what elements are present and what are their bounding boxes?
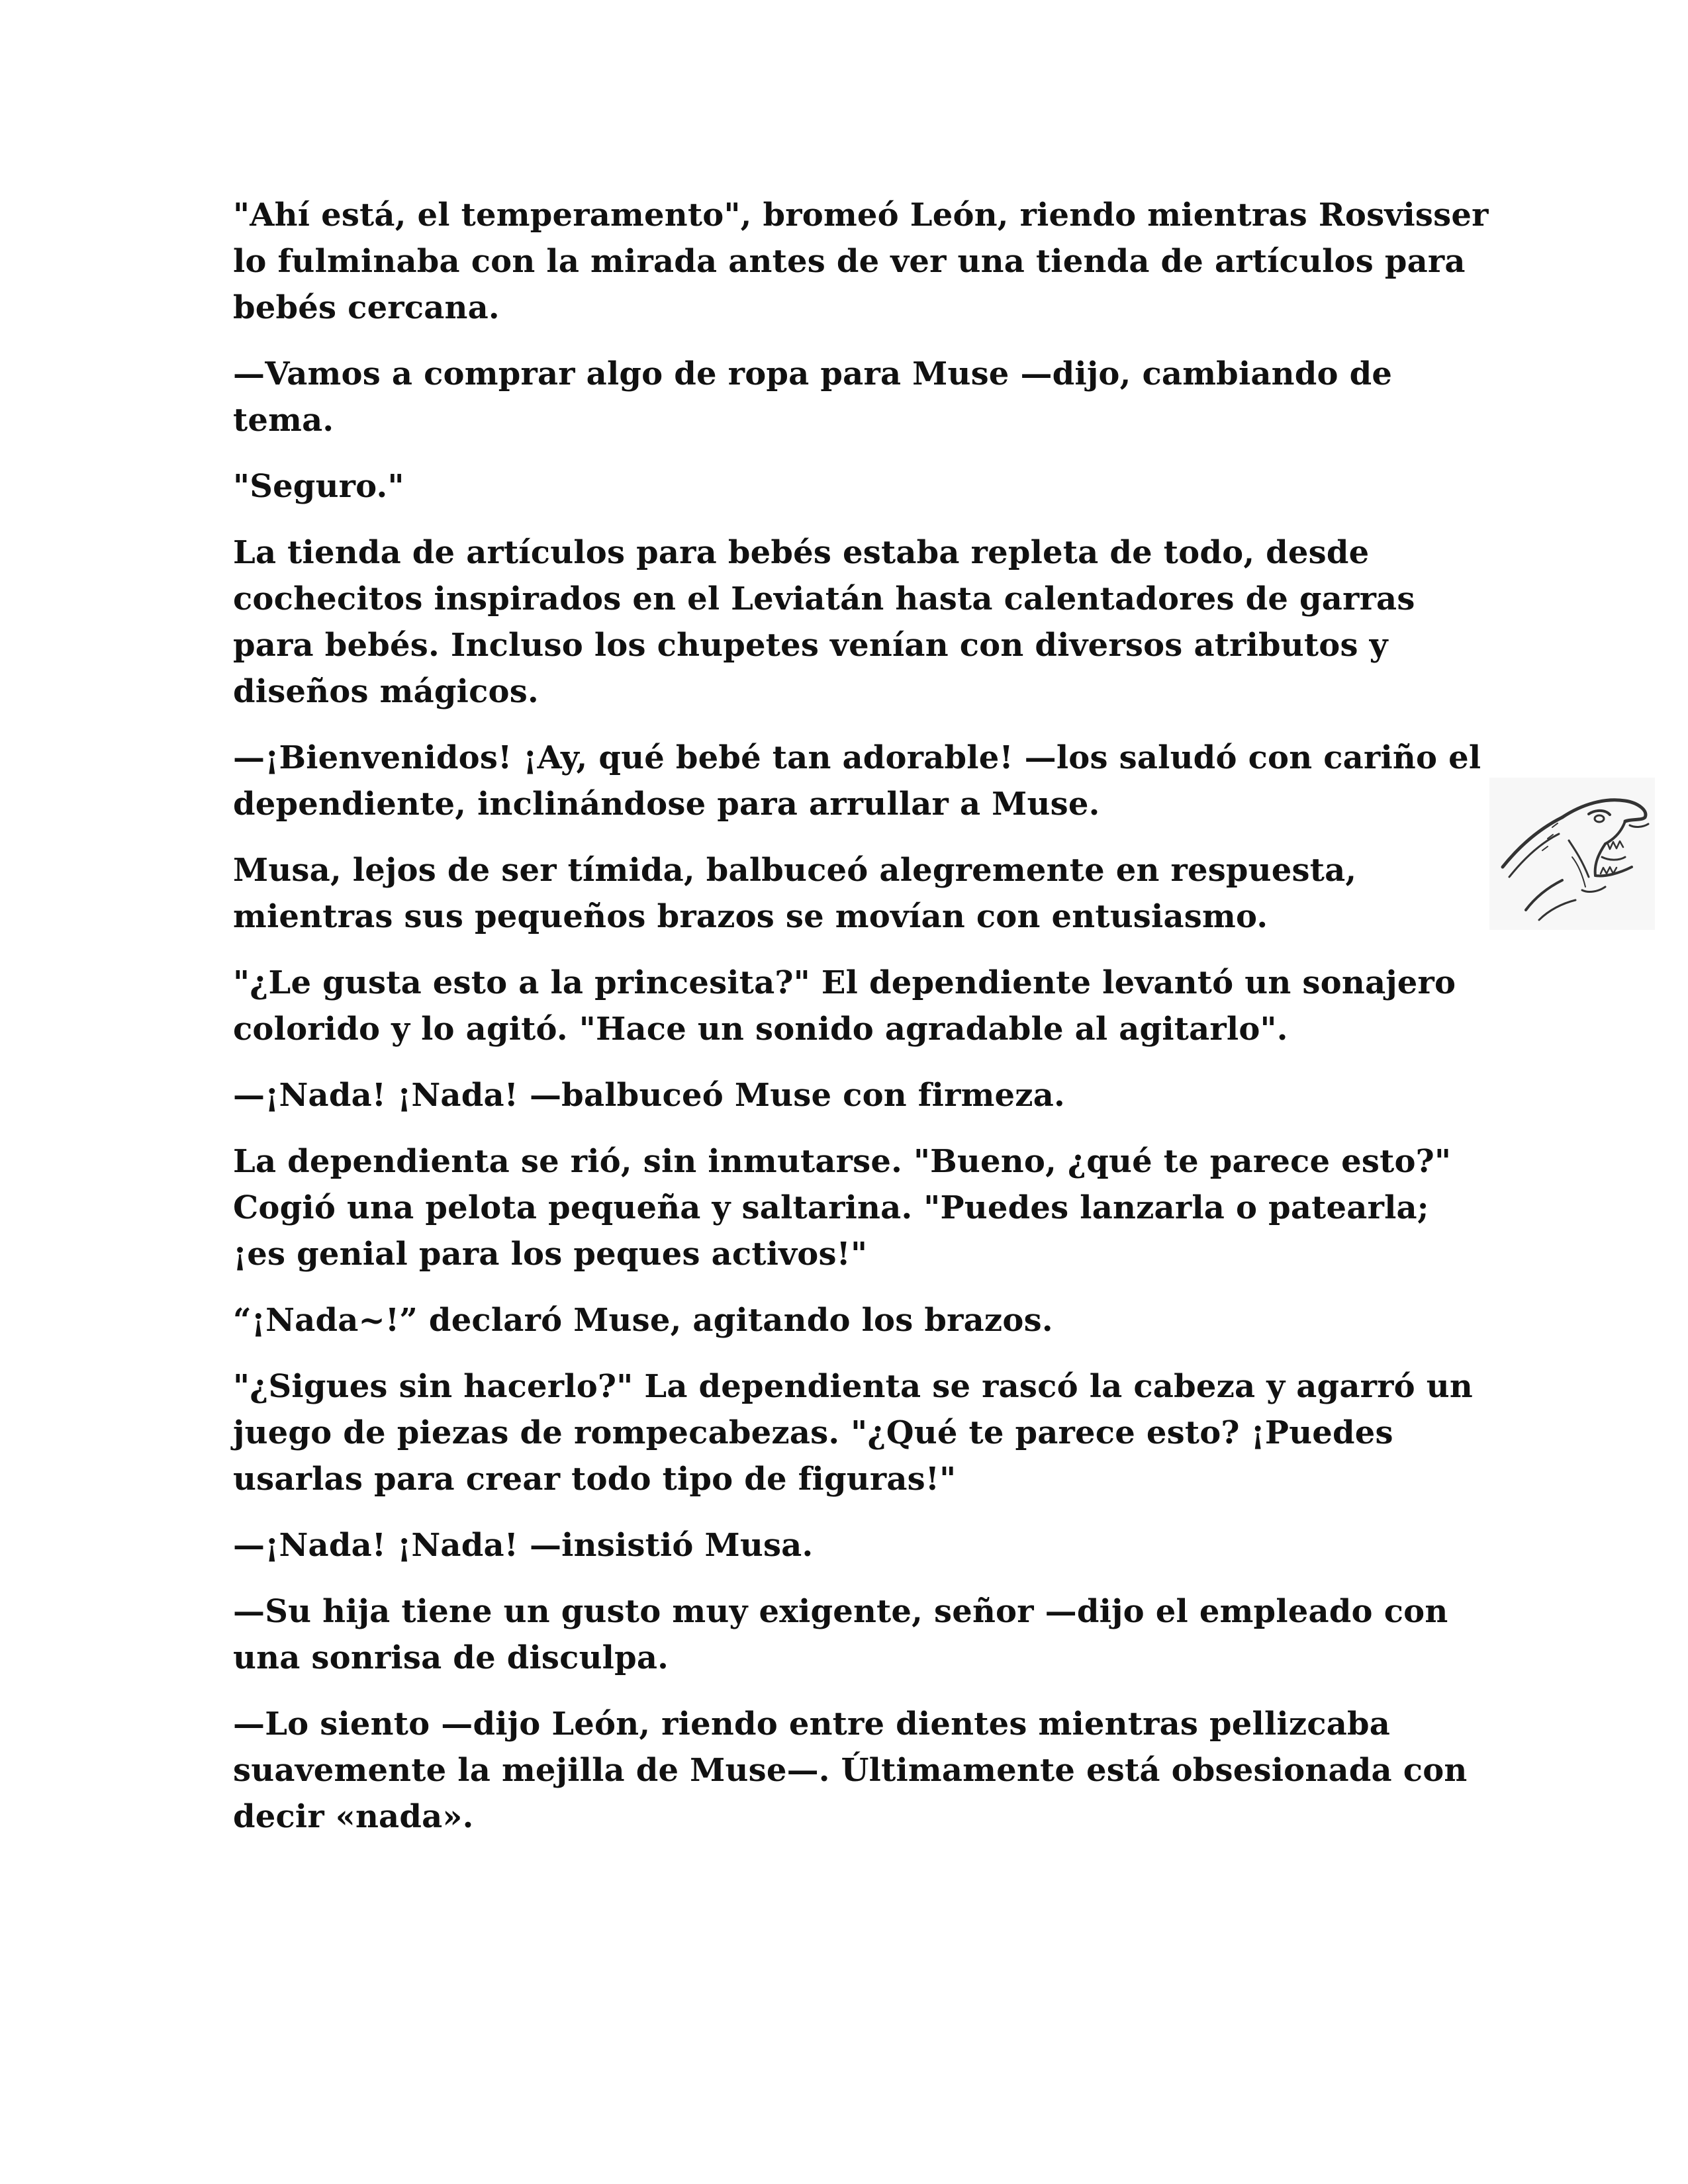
- paragraph: —¡Nada! ¡Nada! —balbuceó Muse con firmeza.: [233, 1077, 1065, 1114]
- paragraph: "Ahí está, el temperamento", bromeó León, riendo mientras Rosvisser lo fulminaba con la mirada antes de ver una tienda de artículos para bebés cercana.: [233, 197, 1489, 326]
- paragraph: —Lo siento —dijo León, riendo entre dientes mientras pellizcaba suavemente la mejilla de Muse—. Últimamente está obsesionada con decir «nada».: [233, 1706, 1468, 1835]
- paragraph: La tienda de artículos para bebés estaba repleta de todo, desde cochecitos inspirados en el Leviatán hasta calentadores de garras para bebés. Incluso los chupetes venían con diversos atributos y diseños mágicos.: [233, 534, 1415, 710]
- paragraph: —Vamos a comprar algo de ropa para Muse —dijo, cambiando de tema.: [233, 355, 1393, 439]
- paragraph: —Su hija tiene un gusto muy exigente, señor —dijo el empleado con una sonrisa de disculpa.: [233, 1593, 1448, 1676]
- paragraph: Musa, lejos de ser tímida, balbuceó alegremente en respuesta, mientras sus pequeños brazos se movían con entusiasmo.: [233, 852, 1357, 935]
- paragraph: “¡Nada~!” declaró Muse, agitando los brazos.: [233, 1302, 1053, 1339]
- paragraph: "¿Le gusta esto a la princesita?" El dependiente levantó un sonajero colorido y lo agitó. "Hace un sonido agradable al agitarlo".: [233, 964, 1456, 1048]
- paragraph: —¡Nada! ¡Nada! —insistió Musa.: [233, 1527, 814, 1564]
- paragraph: —¡Bienvenidos! ¡Ay, qué bebé tan adorable! —los saludó con cariño el dependiente, inclinándose para arrullar a Muse.: [233, 739, 1481, 823]
- paragraph: La dependienta se rió, sin inmutarse. "Bueno, ¿qué te parece esto?" Cogió una pelota pequeña y saltarina. "Puedes lanzarla o patearla; ¡es genial para los peques activos!": [233, 1143, 1452, 1273]
- paragraph: "Seguro.": [233, 468, 404, 505]
- dinosaur-head-sketch-icon: [1489, 778, 1655, 930]
- paragraph: "¿Sigues sin hacerlo?" La dependienta se rascó la cabeza y agarró un juego de piezas de rompecabezas. "¿Qué te parece esto? ¡Puedes usarlas para crear todo tipo de figuras!": [233, 1368, 1473, 1498]
- body-text: [233, 192, 1491, 1860]
